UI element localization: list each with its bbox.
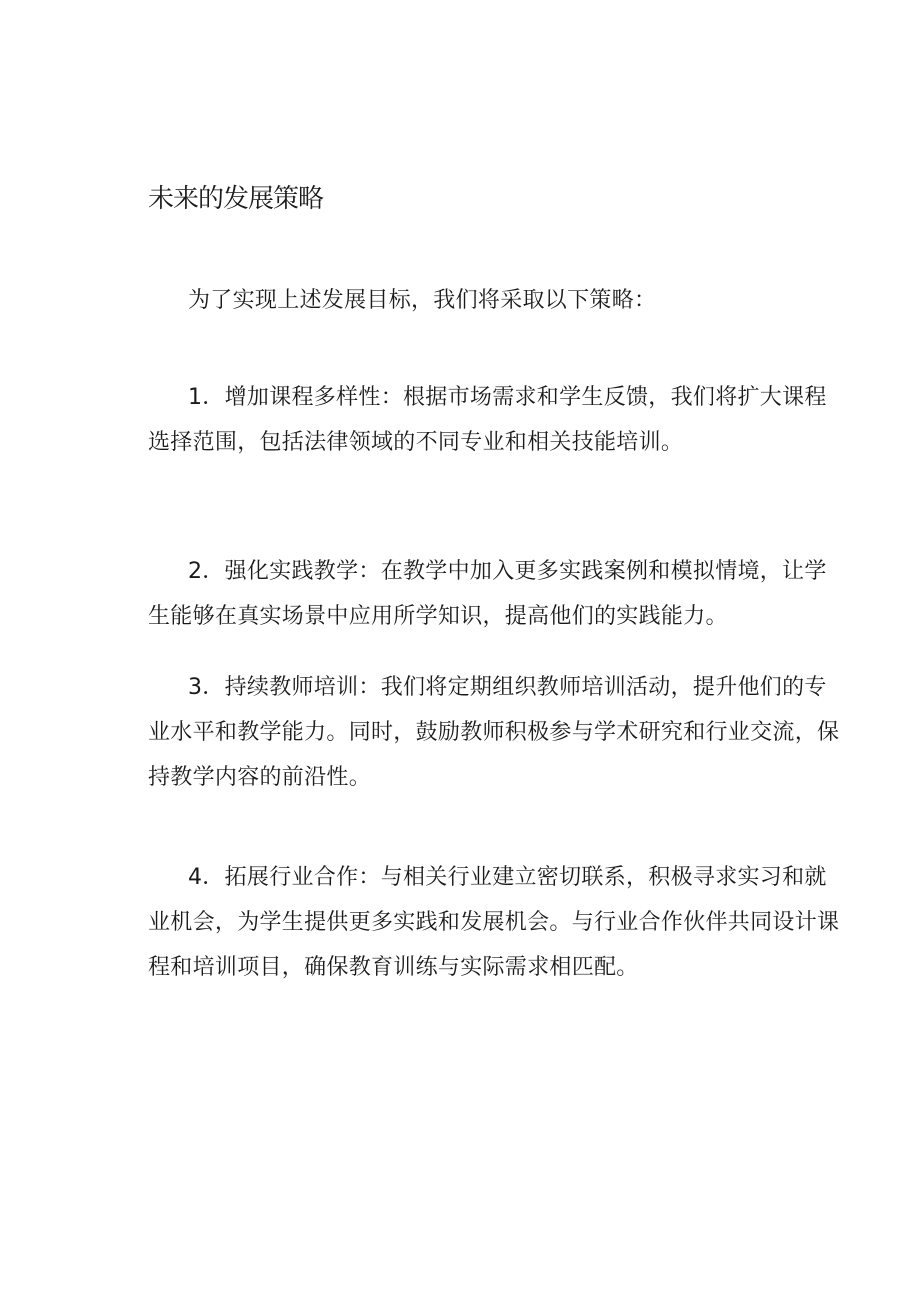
line: 4．拓展行业合作：与相关行业建立密切联系，积极寻求实习和就 [188, 865, 827, 890]
section-heading: 未来的发展策略 [148, 184, 324, 214]
strategy-item-2 [148, 549, 888, 639]
line: 持教学内容的前沿性。 [148, 765, 372, 790]
line: 选择范围，包括法律领域的不同专业和相关技能培训。 [148, 430, 684, 455]
intro-text: 为了实现上述发展目标，我们将采取以下策略： [188, 288, 657, 313]
line: 生能够在真实场景中应用所学知识，提高他们的实践能力。 [148, 604, 728, 629]
intro-paragraph [188, 278, 888, 323]
line: 2．强化实践教学：在教学中加入更多实践案例和模拟情境，让学 [188, 559, 827, 584]
line: 业水平和教学能力。同时，鼓励教师积极参与学术研究和行业交流，保 [148, 720, 840, 745]
line: 1．增加课程多样性：根据市场需求和学生反馈，我们将扩大课程 [188, 385, 827, 410]
strategy-item-1 [148, 375, 888, 465]
line: 3．持续教师培训：我们将定期组织教师培训活动，提升他们的专 [188, 675, 827, 700]
strategy-item-3 [148, 665, 888, 800]
line: 程和培训项目，确保教育训练与实际需求相匹配。 [148, 955, 639, 980]
strategy-item-4 [148, 855, 888, 990]
line: 业机会，为学生提供更多实践和发展机会。与行业合作伙伴共同设计课 [148, 910, 840, 935]
